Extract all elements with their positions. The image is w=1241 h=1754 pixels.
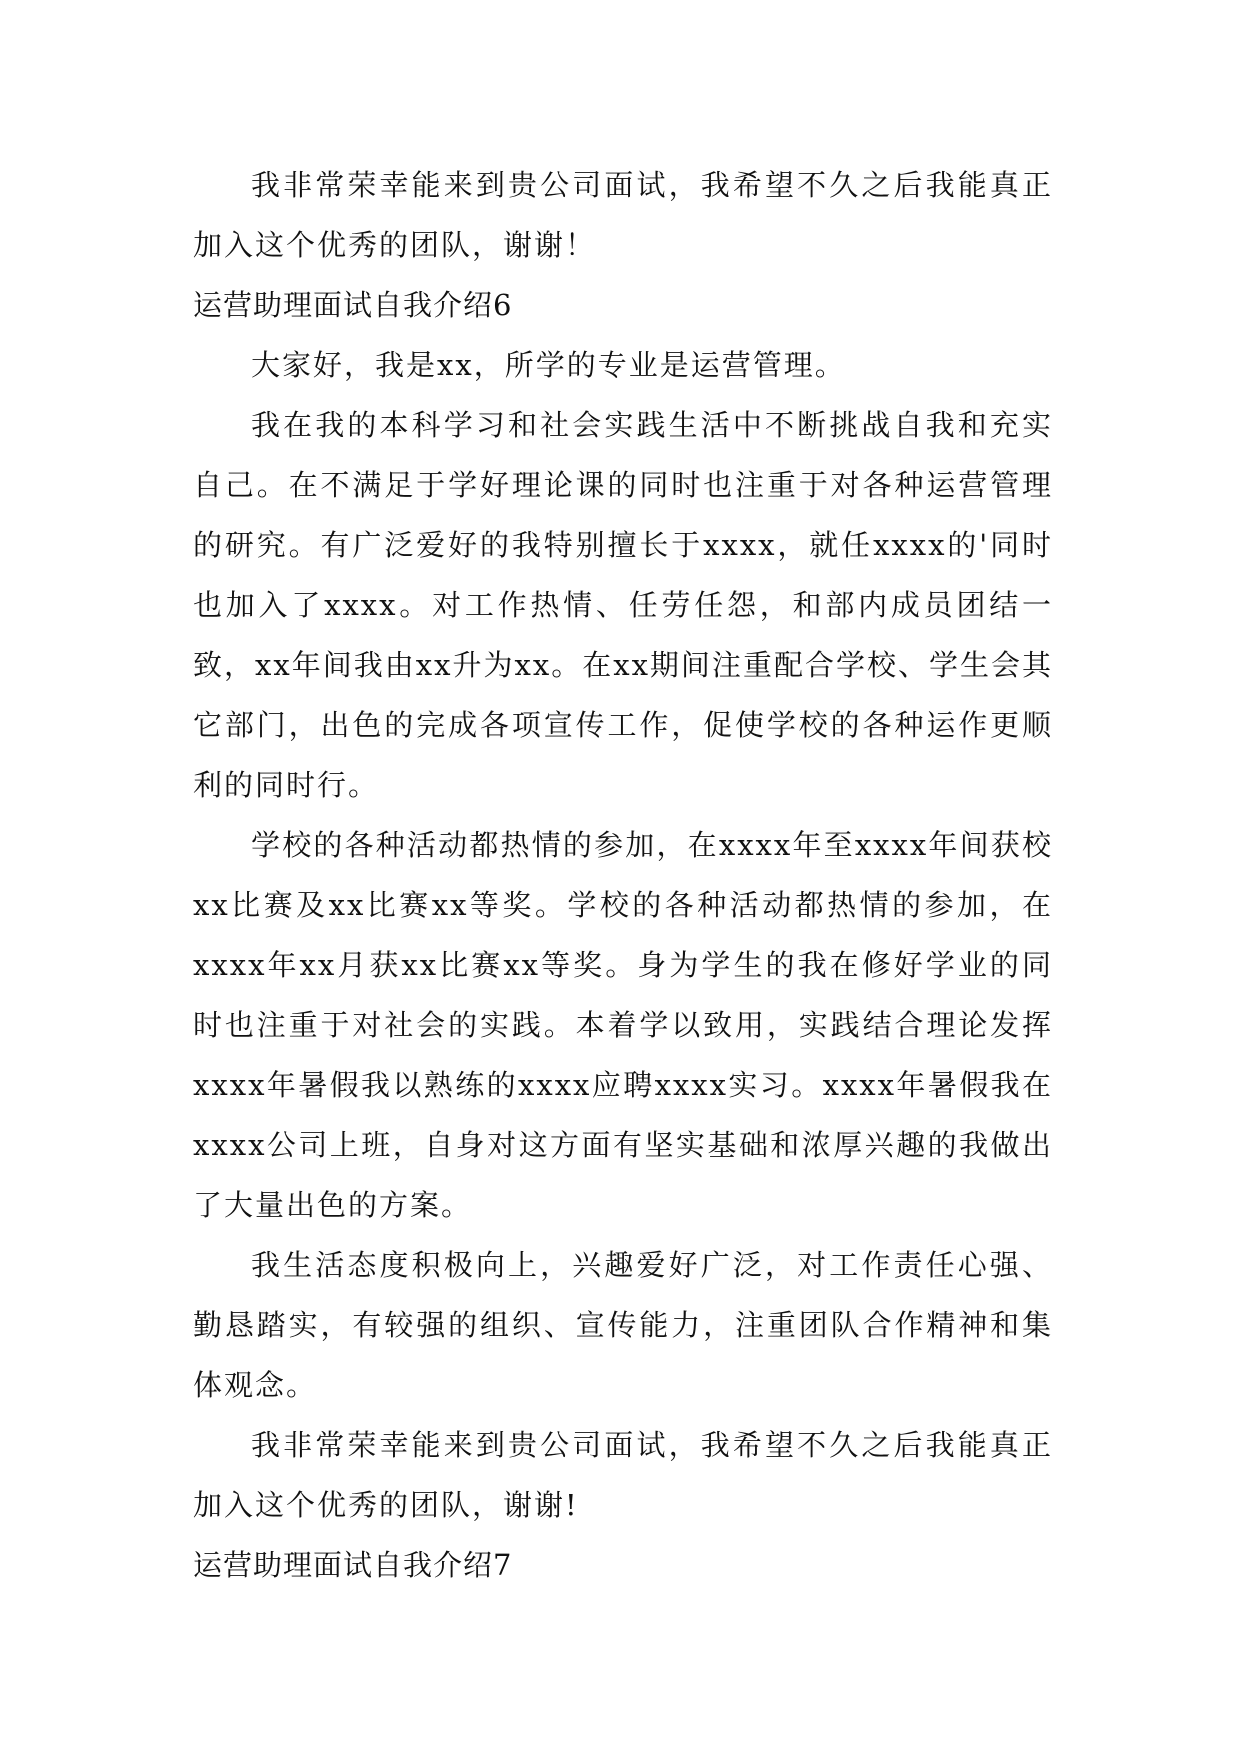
section-heading-7: 运营助理面试自我介绍7 xyxy=(193,1548,513,1582)
closing-paragraph: 我非常荣幸能来到贵公司面试，我希望不久之后我能真正加入这个优秀的团队，谢谢！ xyxy=(193,168,1053,262)
study-experience-paragraph: 我在我的本科学习和社会实践生活中不断挑战自我和充实自己。在不满足于学好理论课的同时也注重于对各种运营管理的研究。有广泛爱好的我特别擅长于xxxx，就任xxxx的'同时也加入了xxxx。对工作热情、任劳任怨，和部内成员团结一致，xx年间我由xx升为xx。在xx期间注重配合学校、学生会其它部门，出色的完成各项宣传工作，促使学校的各种运作更顺利的同时行。 xyxy=(193,408,1053,802)
greeting-paragraph: 大家好，我是xx，所学的专业是运营管理。 xyxy=(251,348,846,382)
closing-paragraph: 我非常荣幸能来到贵公司面试，我希望不久之后我能真正加入这个优秀的团队，谢谢! xyxy=(193,1428,1053,1522)
document-body xyxy=(193,155,1053,1595)
activities-paragraph: 学校的各种活动都热情的参加，在xxxx年至xxxx年间获校xx比赛及xx比赛xx等奖。学校的各种活动都热情的参加，在xxxx年xx月获xx比赛xx等奖。身为学生的我在修好学业的同时也注重于对社会的实践。本着学以致用，实践结合理论发挥xxxx年暑假我以熟练的xxxx应聘xxxx实习。xxxx年暑假我在xxxx公司上班，自身对这方面有坚实基础和浓厚兴趣的我做出了大量出色的方案。 xyxy=(193,828,1053,1222)
section-heading-6: 运营助理面试自我介绍6 xyxy=(193,288,513,322)
personality-paragraph: 我生活态度积极向上，兴趣爱好广泛，对工作责任心强、勤恳踏实，有较强的组织、宣传能力，注重团队合作精神和集体观念。 xyxy=(193,1248,1053,1402)
